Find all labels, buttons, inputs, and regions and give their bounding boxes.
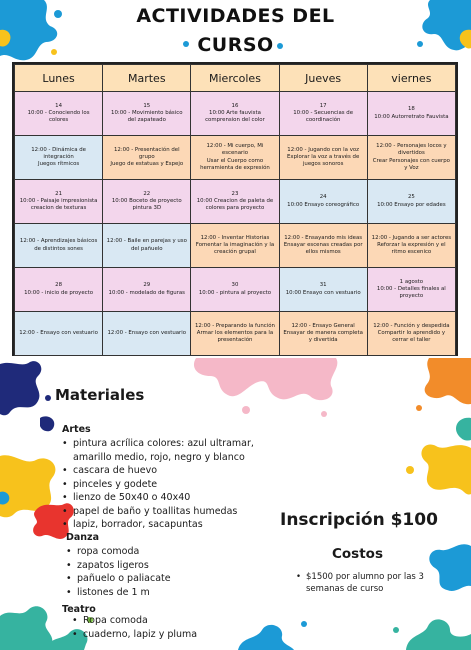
schedule-cell-line: 31 xyxy=(319,282,327,289)
schedule-cell-line: 18 xyxy=(407,106,415,113)
schedule-cell-line: 30 xyxy=(231,282,239,289)
schedule-cell xyxy=(279,180,367,224)
schedule-cell xyxy=(191,224,279,268)
schedule-cell xyxy=(191,180,279,224)
schedule-row xyxy=(15,268,456,312)
schedule-cell-line: 23 xyxy=(231,190,239,197)
schedule-cell-line: 22 xyxy=(143,190,151,197)
schedule-cell xyxy=(279,92,367,136)
schedule-cell xyxy=(191,136,279,180)
materiales-heading: Materiales xyxy=(55,386,145,404)
artes-item: amarillo medio, rojo, negro y blanco xyxy=(73,451,245,463)
schedule-cell xyxy=(103,268,191,312)
artes-label: Artes xyxy=(62,424,91,435)
schedule-cell xyxy=(191,268,279,312)
schedule-cell-line: 10:00 - Movimiento básico del zapateado xyxy=(111,109,183,124)
schedule-cell xyxy=(279,136,367,180)
schedule-cell xyxy=(15,180,103,224)
schedule-cell-line: 12:00 - Personajes locos y divertidos xyxy=(376,143,447,157)
paint-splash-mid-center xyxy=(186,358,346,422)
header-viernes: viernes xyxy=(367,65,455,92)
header-miercoles: Miercoles xyxy=(191,65,279,92)
schedule-cell-line: 10:00 Arte fauvista comprension del color xyxy=(205,109,265,124)
schedule-cell-line: 12:00 - Jugando con la voz xyxy=(287,146,360,153)
header-martes: Martes xyxy=(103,65,191,92)
schedule-row xyxy=(15,136,456,180)
schedule-cell xyxy=(15,92,103,136)
schedule-cell-line: Crear Personajes con cuerpo y Voz xyxy=(372,157,450,171)
artes-item: • pintura acrílica colores: azul ultramar, xyxy=(62,437,272,451)
schedule-cell-line: 14 xyxy=(55,102,63,109)
schedule-cell xyxy=(15,268,103,312)
page-title-line-2: CURSO xyxy=(197,34,274,56)
schedule-row xyxy=(15,92,456,136)
danza-item: • zapatos ligeros xyxy=(66,559,226,573)
schedule-cell-line: 10:00 - Secuencias de coordinación xyxy=(293,109,354,124)
schedule-cell-line: Fomentar la imaginación y la creación grupal xyxy=(195,241,275,256)
page-title-line-1: ACTIVIDADES DEL xyxy=(136,5,335,27)
schedule-cell-line: 10:00 Autorretrato Fauvista xyxy=(374,113,449,120)
schedule-cell-line: 10:00 - Conociendo los colores xyxy=(27,109,90,124)
schedule-cell-line: 12:00 - Preparando la función xyxy=(194,322,275,329)
schedule-row xyxy=(15,312,456,356)
schedule-cell-line: 12:00 - Baile en parejas y uso del pañuelo xyxy=(106,238,187,252)
schedule-cell-line: Juegos rítmicos xyxy=(37,161,80,168)
schedule-cell-line: 25 xyxy=(407,194,415,201)
schedule-cell xyxy=(279,224,367,268)
artes-item: • pinceles y godete xyxy=(62,478,272,492)
schedule-cell-line: Armar los elementos para la presentación xyxy=(196,329,274,344)
schedule-cell-line: 10:00 Ensayo coreográfico xyxy=(287,201,360,208)
schedule-cell xyxy=(367,92,455,136)
danza-list xyxy=(66,545,226,599)
schedule-cell xyxy=(103,180,191,224)
schedule-cell-line: 12:00 - Ensayo con vestuario xyxy=(19,329,98,336)
schedule-cell-line: de distintos sones xyxy=(34,245,83,252)
schedule-cell-line: 16 xyxy=(231,102,239,109)
schedule-cell-line: 12:00 - Jugando a ser actores xyxy=(371,234,452,241)
schedule-cell-line: 1 agosto xyxy=(399,278,424,285)
danza-item: • pañuelo o paliacate xyxy=(66,572,226,586)
schedule-cell xyxy=(191,312,279,356)
schedule-cell-line: 10:00 - inicio de proyecto xyxy=(24,289,94,296)
schedule-cell-line: 12:00 - Ensayando mis ideas xyxy=(284,234,363,241)
schedule-cell-line: 15 xyxy=(143,102,151,109)
schedule-cell-line: 10:00 - Detalles finales al proyecto xyxy=(376,285,446,300)
schedule-cell-line: Reforzar la expresión y el ritmo escenico xyxy=(377,241,446,256)
schedule-cell xyxy=(367,224,455,268)
header-jueves: Jueves xyxy=(279,65,367,92)
teatro-list xyxy=(72,614,232,641)
schedule-cell xyxy=(279,268,367,312)
inscripcion-price: Inscripción $100 xyxy=(280,510,438,530)
artes-item: • lienzo de 50x40 o 40x40 xyxy=(62,491,272,505)
schedule-cell xyxy=(279,312,367,356)
schedule-cell xyxy=(367,268,455,312)
schedule-cell xyxy=(15,224,103,268)
schedule-cell-line: Explorar la voz a través de juegos sonoros xyxy=(287,153,360,168)
costos-item: • $1500 por alumno por las 3 semanas de curso xyxy=(296,571,446,595)
schedule-cell xyxy=(15,136,103,180)
schedule-row xyxy=(15,180,456,224)
schedule-cell-line: 29 xyxy=(143,282,151,289)
schedule-cell-line: 12:00 - Dinámica de integración xyxy=(31,146,86,160)
schedule-cell-line: 10:00 Creacion de paleta de colores para proyecto xyxy=(196,197,274,212)
danza-label: Danza xyxy=(66,532,99,543)
schedule-cell-line: 12:00 - Ensayo General xyxy=(291,322,355,329)
schedule-cell xyxy=(191,92,279,136)
schedule-cell-line: 12:00 - Presentación del grupo xyxy=(114,146,180,160)
artes-item: • lapiz, borrador, sacapuntas xyxy=(62,518,272,532)
schedule-cell xyxy=(103,92,191,136)
schedule-header-row xyxy=(15,65,456,92)
schedule-cell-line: 28 xyxy=(55,282,63,289)
schedule-cell-line: 21 xyxy=(55,190,63,197)
schedule-cell-line: 10:00 - pintura al proyecto xyxy=(198,289,272,296)
schedule-cell-line: Ensayar de manera completa y divertida xyxy=(283,329,363,344)
artes-item: • papel de baño y toallitas humedas xyxy=(62,505,272,519)
teatro-label: Teatro xyxy=(62,604,96,615)
artes-item: • cascara de huevo xyxy=(62,464,272,478)
schedule-row xyxy=(15,224,456,268)
schedule-cell-line: 12:00 - Función y despedida xyxy=(373,322,450,329)
paint-splash-mid-left xyxy=(0,358,60,448)
schedule-cell-line: 17 xyxy=(319,102,327,109)
schedule-cell xyxy=(103,312,191,356)
schedule-cell xyxy=(103,224,191,268)
danza-item: • listones de 1 m xyxy=(66,586,226,600)
schedule-cell-line: 12:00 - Inventar Historias xyxy=(200,234,270,241)
schedule-cell xyxy=(367,180,455,224)
paint-splash-bottom-right xyxy=(228,600,471,650)
costos-list xyxy=(296,571,446,595)
schedule-cell xyxy=(367,136,455,180)
danza-item: • ropa comoda xyxy=(66,545,226,559)
schedule-cell xyxy=(103,136,191,180)
schedule-cell xyxy=(15,312,103,356)
schedule-cell-line: 10:00 Boceto de proyecto pintura 3D xyxy=(111,197,182,212)
schedule-table xyxy=(12,62,458,356)
schedule-cell-line: creacion de texturas xyxy=(30,205,87,212)
schedule-cell-line: 12:00 - Mi cuerpo, Mi escenario xyxy=(206,143,264,157)
schedule-cell-line: 10:00 Ensayo con vestuario xyxy=(285,289,361,296)
schedule-cell-line: 10:00 - Paisaje impresionista xyxy=(19,197,98,204)
artes-list xyxy=(62,437,272,532)
teatro-item: • cuaderno, lapiz y pluma xyxy=(72,628,232,642)
schedule-cell-line: Compartir lo aprendido y cerrar el taller xyxy=(377,329,446,344)
schedule-cell xyxy=(367,312,455,356)
schedule-cell-line: Usar el Cuerpo como herramienta de expresión xyxy=(200,157,270,171)
schedule-cell-line: 24 xyxy=(319,194,327,201)
schedule-cell-line: 10:00 - modelado de figuras xyxy=(108,289,185,296)
paint-splash-right-yellow xyxy=(380,440,471,510)
schedule-cell-line: 10:00 Ensayo por edades xyxy=(377,201,446,208)
teatro-item: • Ropa comoda xyxy=(72,614,232,628)
schedule-cell-line: Ensayar escenas creadas por ellos mismos xyxy=(283,241,363,256)
schedule-cell-line: 12:00 - Aprendizajes básicos xyxy=(19,238,98,245)
header-lunes: Lunes xyxy=(15,65,103,92)
schedule-cell-line: Juego de estatuas y Espejo xyxy=(110,161,184,168)
schedule-cell-line: 12:00 - Ensayo con vestuario xyxy=(107,329,187,336)
costos-heading: Costos xyxy=(332,546,383,562)
